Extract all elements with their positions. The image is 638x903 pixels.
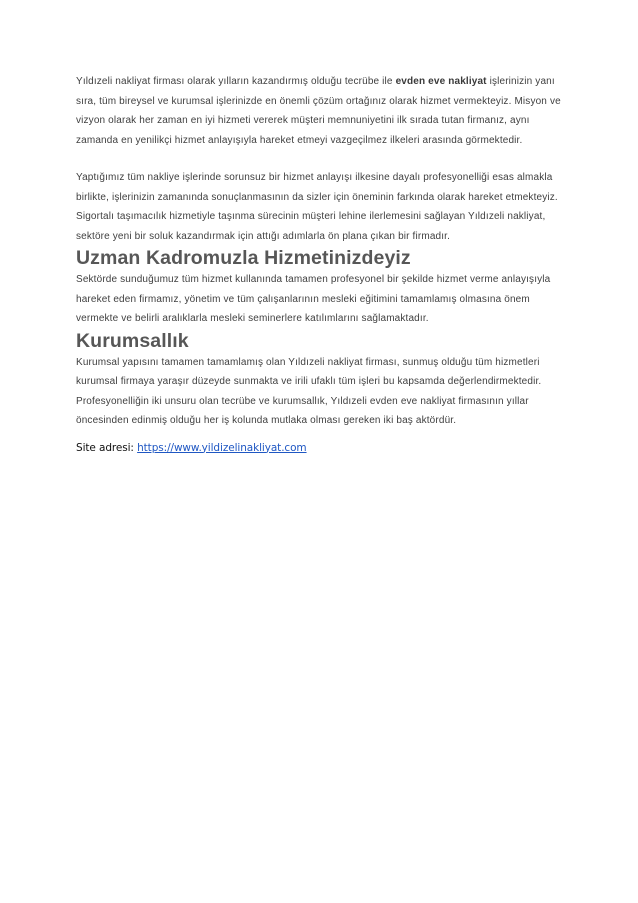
section-body-kurumsallik: Kurumsal yapısını tamamen tamamlamış olan Yıldızeli nakliyat firması, sunmuş olduğu tüm hizmetleri kurumsal firmaya yaraşır düzeyde sunmakta ve irili ufaklı tüm işleri bu kapsamda değerlendirmektedir. Profesyonelliğin iki unsuru olan tecrübe ve kurumsallık, Yıldızeli evden eve nakliyat firmasının yıllar öncesinden edinmiş olduğu her iş kolunda mutlaka olması gereken iki baş aktördür. bbox=[76, 356, 542, 426]
intro-text-end: işlerinizin yanı sıra, tüm bireysel ve kurumsal işlerinizde en önemli çözüm ortağınız olarak hizmet vermekteyiz. Misyon ve vizyon olarak her zaman en iyi hizmeti vererek müşteri memnuniyetini ilk sırada tutan firmanız, aynı zamanda en yenilikçi hizmet anlayışıyla hareket etmeyi vazgeçilmez ilkeleri arasında görmektedir. bbox=[76, 76, 561, 146]
document-page bbox=[76, 72, 566, 457]
section-heading-kurumsallik: Kurumsallık bbox=[76, 329, 189, 352]
site-address-link[interactable]: https://www.yildizelinakliyat.com bbox=[137, 441, 307, 454]
intro-bold-keyword: evden eve nakliyat bbox=[395, 76, 487, 87]
site-address-label: Site adresi: bbox=[76, 441, 138, 454]
section-heading-uzman: Uzman Kadromuzla Hizmetinizdeyiz bbox=[76, 247, 411, 269]
intro-text-start: Yıldızeli nakliyat firması olarak yılların kazandırmış olduğu tecrübe ile bbox=[76, 76, 396, 87]
section-body-uzman: Sektörde sunduğumuz tüm hizmet kullanında tamamen profesyonel bir şekilde hizmet verme anlayışıyla hareket eden firmamız, yönetim ve tüm çalışanlarının mesleki eğitimini tamamlamış olmasına önem vermekte ve belirli aralıklarla mesleki seminerlere katılımlarını sağlamaktadır. bbox=[76, 274, 551, 324]
intro-paragraph bbox=[76, 72, 566, 150]
site-address-line bbox=[76, 439, 566, 457]
second-paragraph: Yaptığımız tüm nakliye işlerinde sorunsuz bir hizmet anlayışı ilkesine dayalı profesyonelliği esas almakla birlikte, işlerinizin zamanında sonuçlanmasının da sizler için öneminin farkında olarak hareket etmekteyiz. Sigortalı taşımacılık hizmetiyle taşınma sürecinin müşteri lehine ilerlemesini sağlayan Yıldızeli nakliyat, sektöre yeni bir soluk kazandırmak için attığı adımlarla ön plana çıkan bir firmadır. bbox=[76, 172, 558, 242]
